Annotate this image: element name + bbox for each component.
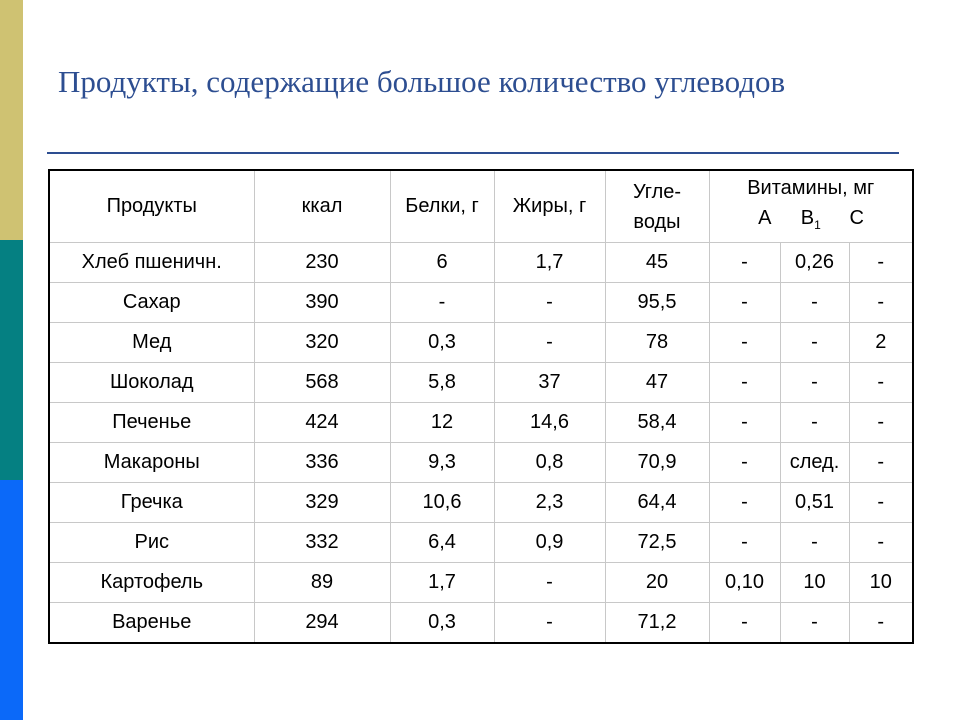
cell-kcal: 568: [254, 363, 390, 403]
cell-kcal: 294: [254, 603, 390, 644]
cell-vit-c: -: [849, 363, 913, 403]
cell-kcal: 332: [254, 523, 390, 563]
accent-stripe-olive: [0, 0, 23, 240]
cell-vit-b1: -: [780, 403, 849, 443]
cell-product: Сахар: [49, 283, 254, 323]
cell-vit-c: -: [849, 243, 913, 283]
cell-product: Хлеб пшеничн.: [49, 243, 254, 283]
cell-carbs: 58,4: [605, 403, 709, 443]
cell-fat: -: [494, 563, 605, 603]
cell-vit-b1: -: [780, 323, 849, 363]
cell-product: Варенье: [49, 603, 254, 644]
cell-vit-c: -: [849, 603, 913, 644]
header-kcal: ккал: [254, 170, 390, 243]
cell-protein: 12: [390, 403, 494, 443]
header-product: Продукты: [49, 170, 254, 243]
cell-vit-c: -: [849, 483, 913, 523]
header-carbs-line2: воды: [633, 210, 681, 233]
table-row: [49, 403, 913, 443]
cell-kcal: 336: [254, 443, 390, 483]
cell-protein: 6,4: [390, 523, 494, 563]
cell-fat: -: [494, 603, 605, 644]
cell-fat: 1,7: [494, 243, 605, 283]
table-row: [49, 363, 913, 403]
cell-vit-c: -: [849, 443, 913, 483]
cell-protein: 10,6: [390, 483, 494, 523]
cell-fat: -: [494, 283, 605, 323]
table-row: [49, 323, 913, 363]
cell-protein: 6: [390, 243, 494, 283]
cell-product: Мед: [49, 323, 254, 363]
cell-product: Гречка: [49, 483, 254, 523]
cell-fat: 0,8: [494, 443, 605, 483]
cell-kcal: 89: [254, 563, 390, 603]
accent-stripe-teal: [0, 240, 23, 480]
cell-kcal: 329: [254, 483, 390, 523]
cell-kcal: 390: [254, 283, 390, 323]
cell-product: Картофель: [49, 563, 254, 603]
cell-vit-b1: след.: [780, 443, 849, 483]
cell-carbs: 20: [605, 563, 709, 603]
header-fat: Жиры, г: [494, 170, 605, 243]
cell-product: Шоколад: [49, 363, 254, 403]
cell-carbs: 71,2: [605, 603, 709, 644]
cell-vit-b1: 0,26: [780, 243, 849, 283]
cell-carbs: 78: [605, 323, 709, 363]
table-row: [49, 283, 913, 323]
header-carbs-line1: Угле-: [632, 180, 682, 203]
cell-vit-b1: -: [780, 283, 849, 323]
cell-vit-a: -: [709, 603, 780, 644]
cell-fat: 0,9: [494, 523, 605, 563]
cell-kcal: 424: [254, 403, 390, 443]
table-row: [49, 243, 913, 283]
cell-vit-a: -: [709, 483, 780, 523]
cell-kcal: 320: [254, 323, 390, 363]
cell-product: Рис: [49, 523, 254, 563]
cell-carbs: 47: [605, 363, 709, 403]
cell-vit-c: -: [849, 403, 913, 443]
cell-vit-a: -: [709, 323, 780, 363]
cell-protein: 0,3: [390, 323, 494, 363]
cell-vit-a: 0,10: [709, 563, 780, 603]
header-vit-a: А: [758, 207, 772, 229]
cell-vit-a: -: [709, 443, 780, 483]
header-vit-b-subscript: 1: [814, 218, 821, 232]
cell-vit-a: -: [709, 403, 780, 443]
cell-protein: 1,7: [390, 563, 494, 603]
cell-vit-a: -: [709, 363, 780, 403]
cell-carbs: 64,4: [605, 483, 709, 523]
table-body: [49, 243, 913, 644]
header-vitamins: [709, 170, 913, 243]
slide-title: Продукты, содержащие большое количество углеводов: [58, 64, 786, 99]
header-vit-b-letter: В: [800, 207, 815, 229]
cell-vit-b1: -: [780, 363, 849, 403]
cell-product: Печенье: [49, 403, 254, 443]
header-vitamin-subheaders: [710, 203, 913, 240]
cell-carbs: 70,9: [605, 443, 709, 483]
table-row: [49, 523, 913, 563]
cell-vit-a: -: [709, 523, 780, 563]
cell-vit-b1: 0,51: [780, 483, 849, 523]
cell-vit-c: -: [849, 283, 913, 323]
table-header-row: [49, 170, 913, 243]
cell-kcal: 230: [254, 243, 390, 283]
header-vit-b1: [788, 203, 834, 240]
cell-vit-c: -: [849, 523, 913, 563]
cell-fat: 14,6: [494, 403, 605, 443]
cell-vit-c: 2: [849, 323, 913, 363]
table-row: [49, 603, 913, 644]
cell-vit-a: -: [709, 243, 780, 283]
header-carbs: [605, 170, 709, 243]
accent-stripe-blue: [0, 480, 23, 720]
cell-carbs: 95,5: [605, 283, 709, 323]
table-row: [49, 483, 913, 523]
cell-carbs: 45: [605, 243, 709, 283]
cell-fat: 37: [494, 363, 605, 403]
table-row: [49, 443, 913, 483]
header-protein: Белки, г: [390, 170, 494, 243]
cell-protein: 9,3: [390, 443, 494, 483]
cell-vit-b1: -: [780, 523, 849, 563]
cell-protein: -: [390, 283, 494, 323]
header-vitamins-title: Витамины, мг: [747, 177, 875, 199]
title-underline: [47, 152, 899, 154]
cell-vit-c: 10: [849, 563, 913, 603]
nutrition-table: [48, 169, 914, 644]
cell-product: Макароны: [49, 443, 254, 483]
cell-vit-b1: 10: [780, 563, 849, 603]
header-vit-c: С: [849, 207, 864, 229]
cell-protein: 5,8: [390, 363, 494, 403]
cell-fat: -: [494, 323, 605, 363]
cell-fat: 2,3: [494, 483, 605, 523]
cell-vit-a: -: [709, 283, 780, 323]
cell-protein: 0,3: [390, 603, 494, 644]
cell-vit-b1: -: [780, 603, 849, 644]
table-row: [49, 563, 913, 603]
cell-carbs: 72,5: [605, 523, 709, 563]
